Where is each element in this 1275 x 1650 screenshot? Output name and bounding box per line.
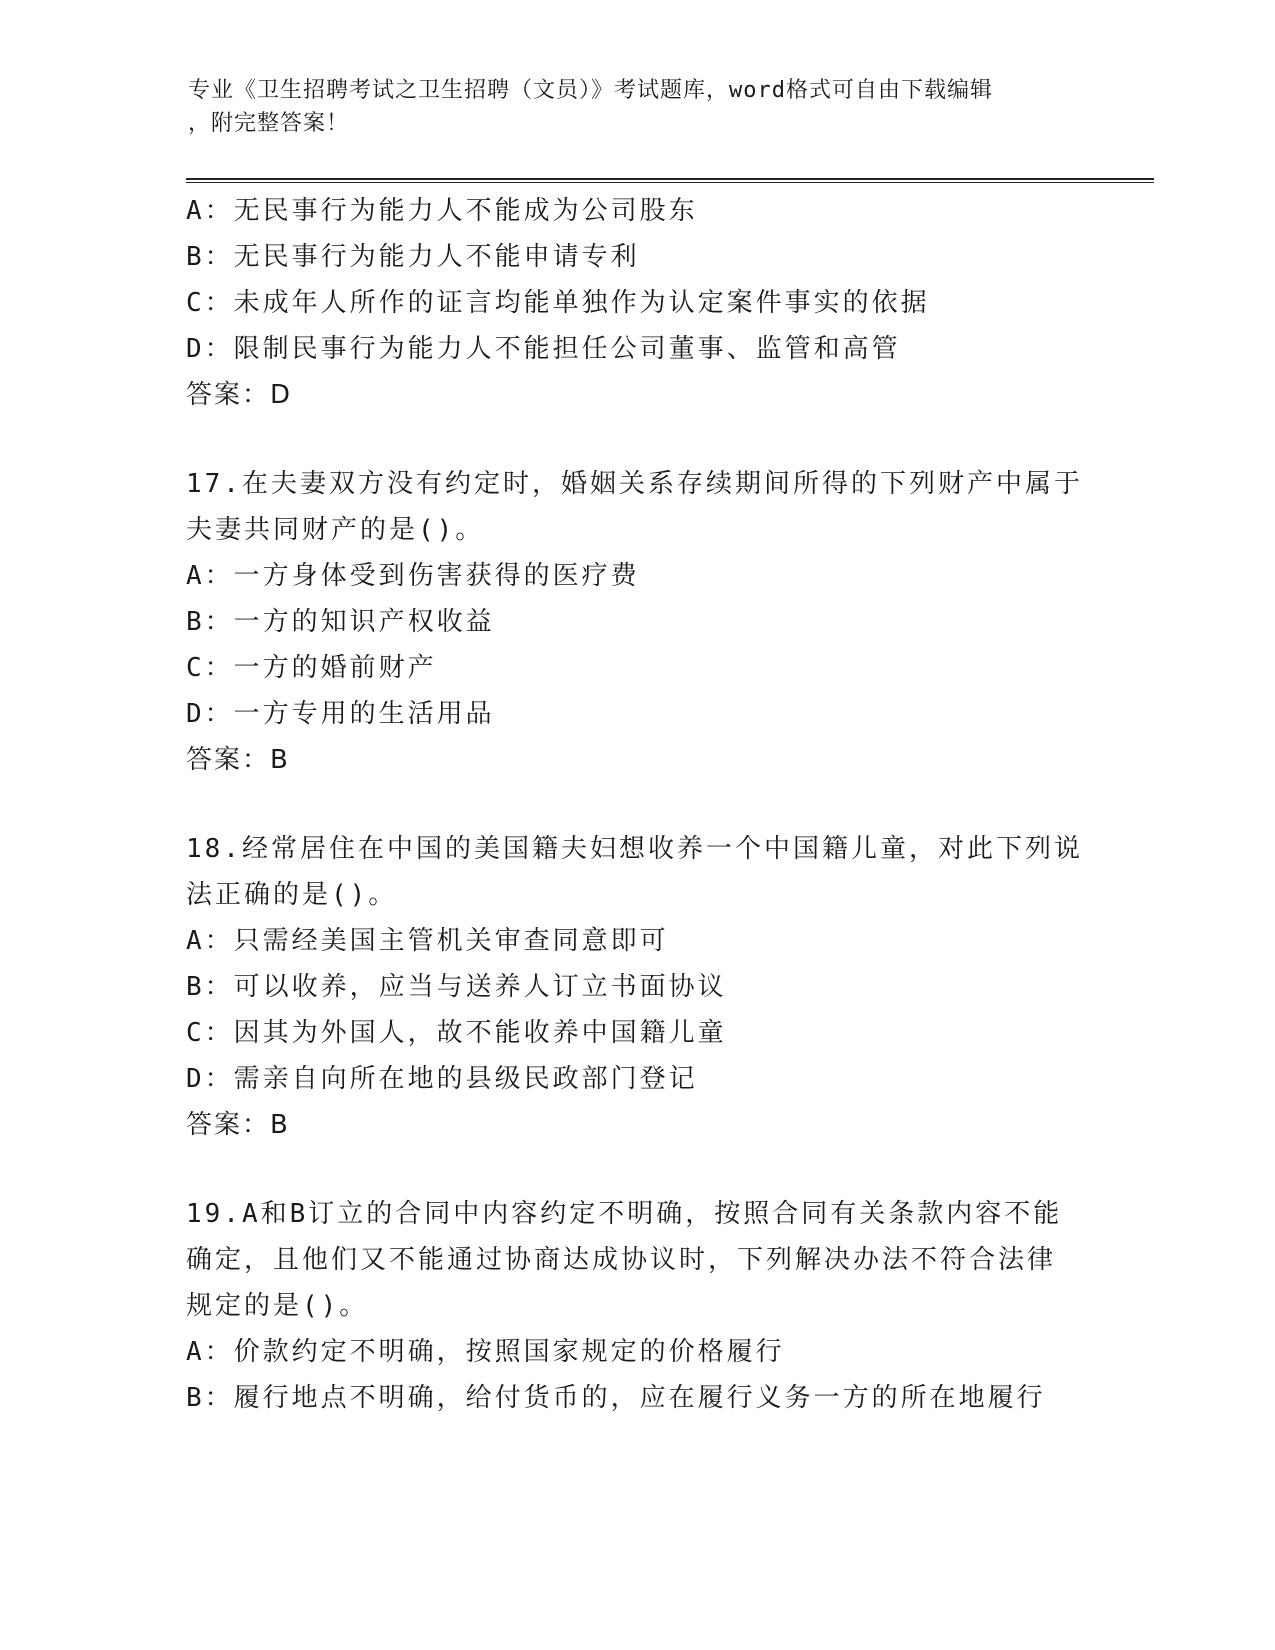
q17-stem-line-1: 17.在夫妻双方没有约定时，婚姻关系存续期间所得的下列财产中属于 [186, 469, 1083, 499]
q17-option-a: A：一方身体受到伤害获得的医疗费 [186, 561, 640, 591]
document-header [188, 74, 1068, 140]
q19-stem-line-3: 规定的是()。 [186, 1291, 369, 1321]
q17-option-d: D：一方专用的生活用品 [186, 699, 495, 729]
q16-option-a: A：无民事行为能力人不能成为公司股东 [186, 196, 698, 226]
header-line-1: 专业《卫生招聘考试之卫生招聘（文员）》考试题库，word格式可自由下载编辑 [188, 78, 993, 103]
q18-stem-line-1: 18.经常居住在中国的美国籍夫妇想收养一个中国籍儿童，对此下列说 [186, 834, 1083, 864]
header-line-2: ，附完整答案！ [188, 111, 350, 136]
q18-stem-line-2: 法正确的是()。 [186, 880, 398, 910]
q18-option-a: A：只需经美国主管机关审查同意即可 [186, 926, 669, 956]
q17-stem-line-2: 夫妻共同财产的是()。 [186, 515, 485, 545]
spacer [186, 418, 1086, 461]
q16-answer: 答案：D [186, 380, 293, 410]
spacer [186, 783, 1086, 826]
q16-option-c: C：未成年人所作的证言均能单独作为认定案件事实的依据 [186, 288, 930, 318]
question-content [186, 188, 1086, 1421]
q17-answer: 答案：B [186, 745, 290, 775]
q18-answer: 答案：B [186, 1110, 290, 1140]
q19-option-a: A：价款约定不明确，按照国家规定的价格履行 [186, 1337, 785, 1367]
q19-option-b: B：履行地点不明确，给付货币的，应在履行义务一方的所在地履行 [186, 1383, 1046, 1413]
spacer [186, 1148, 1086, 1191]
q18-option-b: B：可以收养，应当与送养人订立书面协议 [186, 972, 727, 1002]
q19-stem-line-2: 确定，且他们又不能通过协商达成协议时，下列解决办法不符合法律 [186, 1245, 1057, 1275]
q19-stem-line-1: 19.A和B订立的合同中内容约定不明确，按照合同有关条款内容不能 [186, 1199, 1063, 1229]
header-divider [186, 178, 1154, 183]
q16-option-d: D：限制民事行为能力人不能担任公司董事、监管和高管 [186, 334, 901, 364]
q18-option-d: D：需亲自向所在地的县级民政部门登记 [186, 1064, 698, 1094]
q16-option-b: B：无民事行为能力人不能申请专利 [186, 242, 640, 272]
q17-option-c: C：一方的婚前财产 [186, 653, 437, 683]
q18-option-c: C：因其为外国人，故不能收养中国籍儿童 [186, 1018, 727, 1048]
q17-option-b: B：一方的知识产权收益 [186, 607, 495, 637]
